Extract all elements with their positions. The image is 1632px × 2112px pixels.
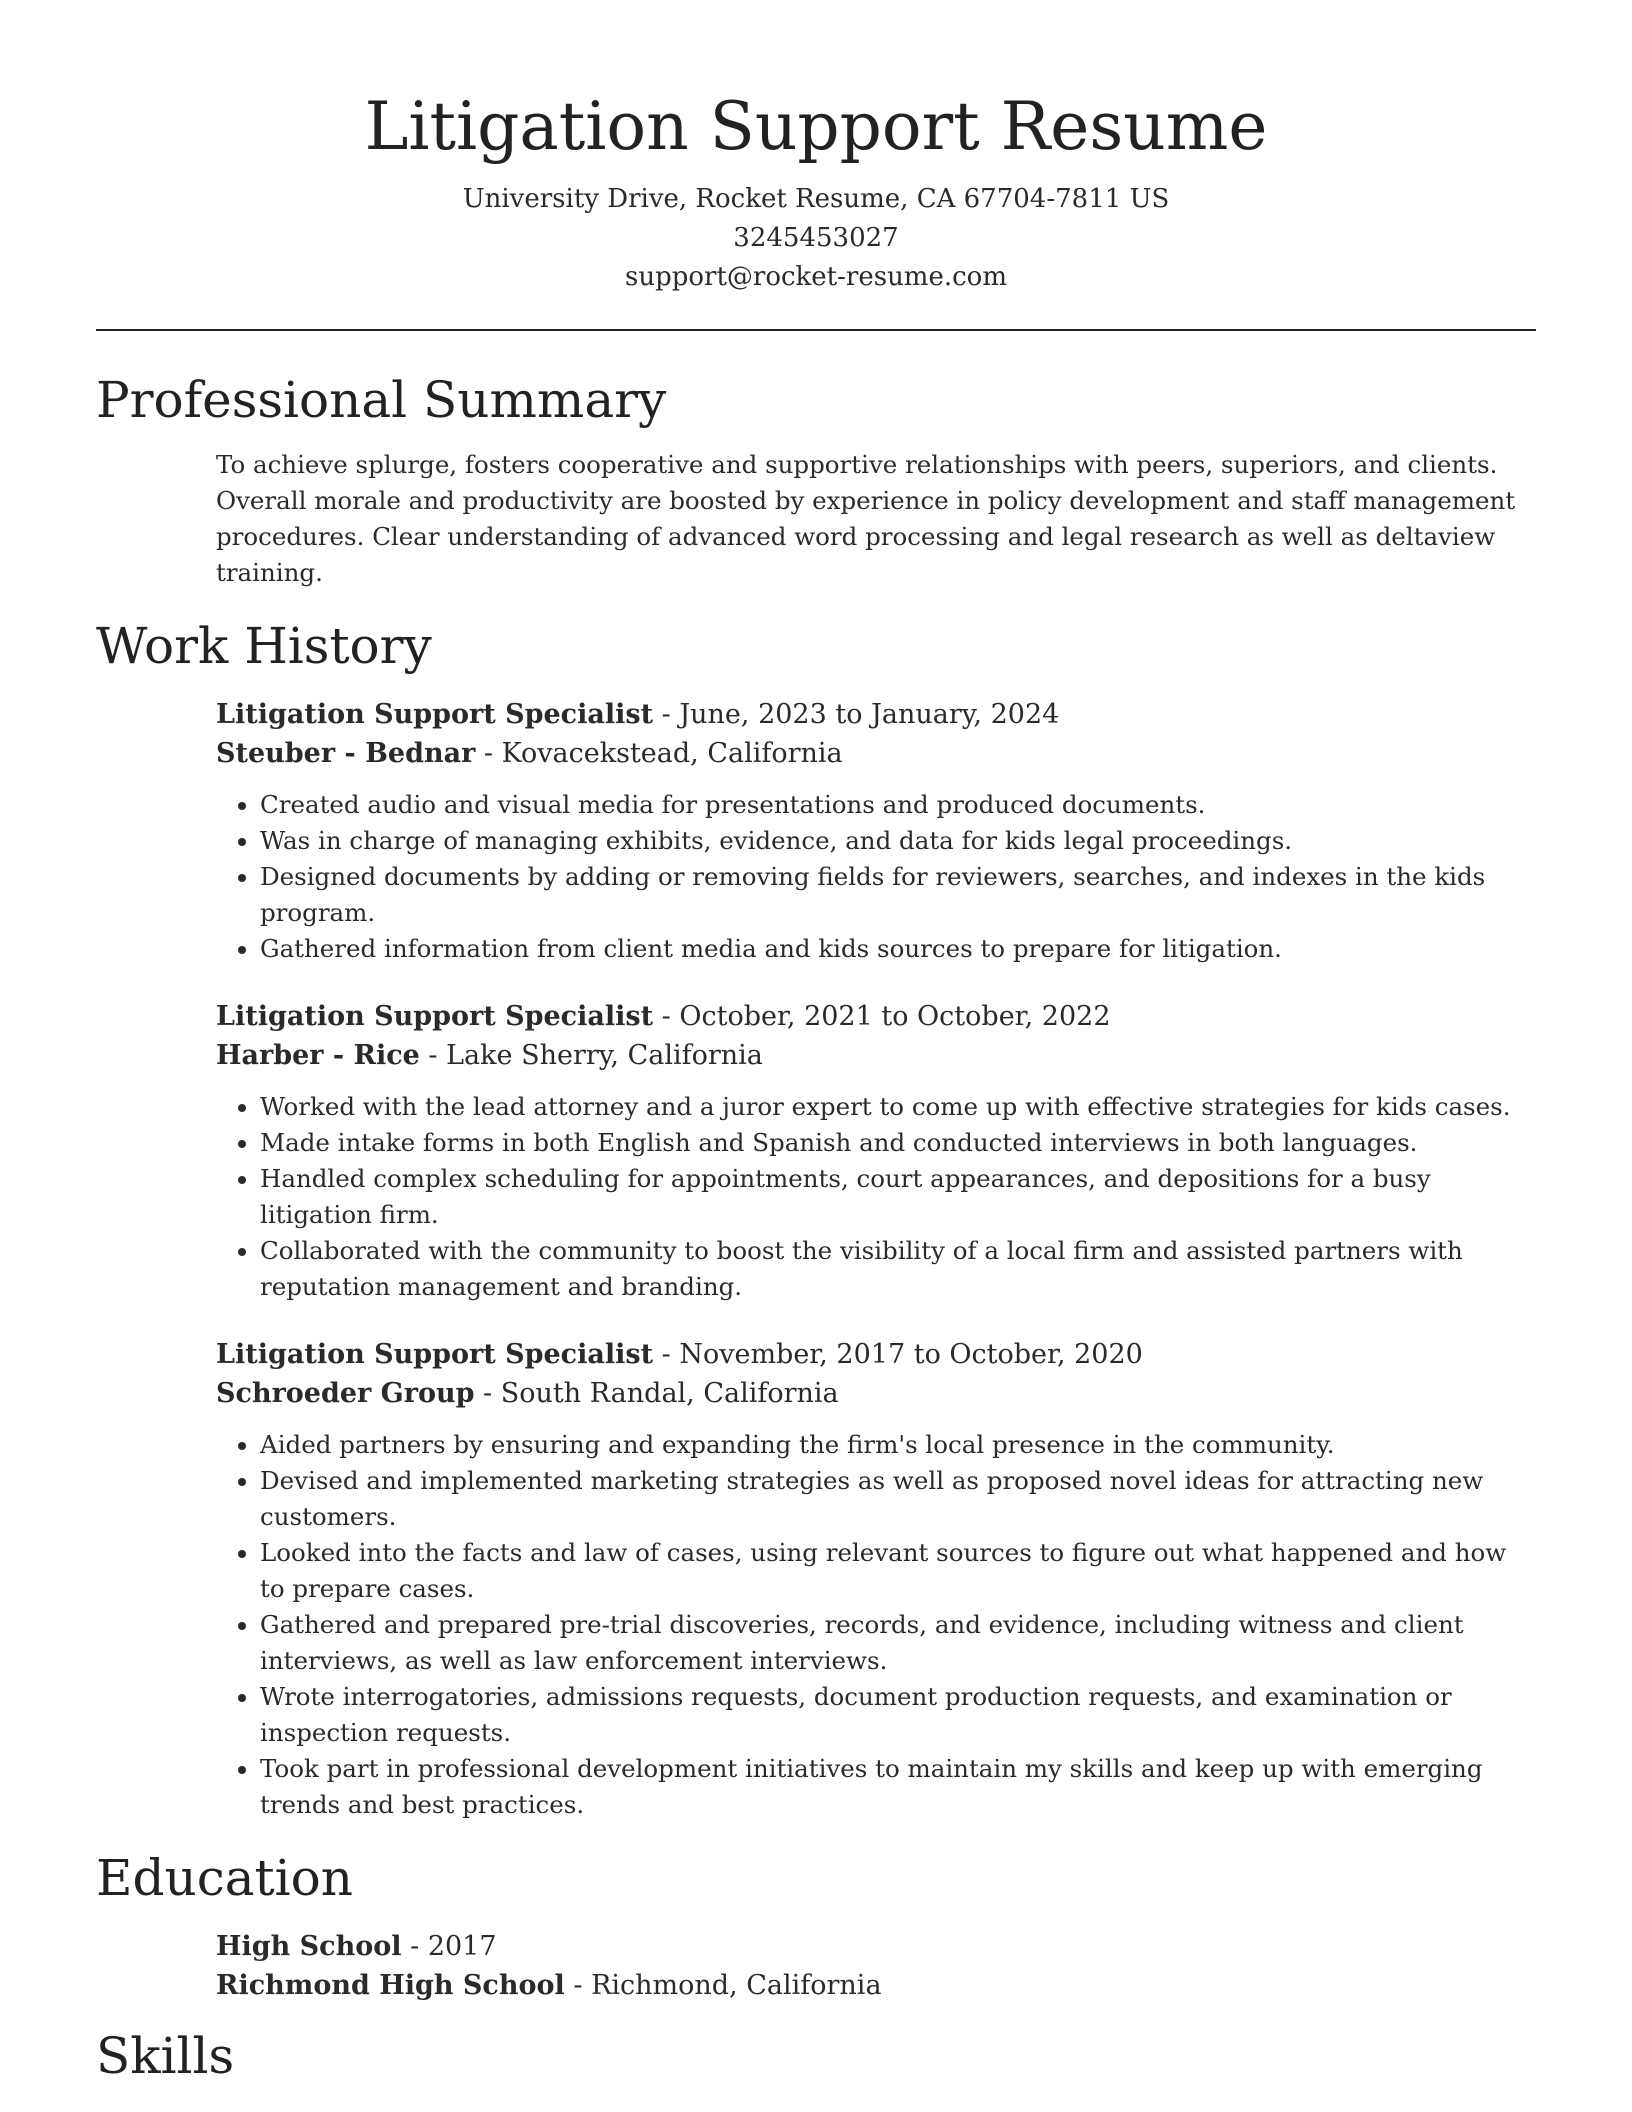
job-bullets	[216, 787, 1536, 967]
job-bullets	[216, 1089, 1536, 1305]
education-location: - Richmond, California	[564, 1970, 882, 2001]
education-degree: High School	[216, 1931, 402, 1962]
job-bullet: • Was in charge of managing exhibits, evidence, and data for kids legal proceedings.	[260, 823, 1536, 859]
resume-title: Litigation Support Resume	[364, 88, 1268, 165]
job-bullet: • Gathered and prepared pre-trial discoveries, records, and evidence, including witness and client interviews, as well as law enforcement interviews.	[260, 1607, 1536, 1679]
job-bullet: • Devised and implemented marketing strategies as well as proposed novel ideas for attracting new customers.	[260, 1463, 1536, 1535]
skills-section	[96, 2025, 1536, 2087]
job-location: - Lake Sherry, California	[419, 1040, 763, 1071]
contact-email: support@rocket-resume.com	[624, 262, 1007, 292]
education-year: - 2017	[401, 1931, 497, 1962]
education-entry	[216, 1927, 1536, 2005]
education-section	[96, 1847, 1536, 2005]
education-school-line	[216, 1966, 1536, 2005]
job-bullet: • Wrote interrogatories, admissions requests, document production requests, and examination or inspection requests.	[260, 1679, 1536, 1751]
job-title-line	[216, 695, 1536, 734]
job-location: - South Randal, California	[474, 1378, 839, 1409]
education-degree-line	[216, 1927, 1536, 1966]
job-company: Steuber - Bednar	[216, 738, 476, 769]
job-location: - Kovacekstead, California	[475, 738, 843, 769]
job-bullet: • Looked into the facts and law of cases, using relevant sources to figure out what happened and how to prepare cases.	[260, 1535, 1536, 1607]
summary-section	[96, 369, 1536, 591]
education-heading: Education	[96, 1849, 353, 1907]
job-entry	[216, 1335, 1536, 1823]
job-bullet: • Worked with the lead attorney and a juror expert to come up with effective strategies for kids cases.	[260, 1089, 1536, 1125]
job-bullet: • Collaborated with the community to boost the visibility of a local firm and assisted partners with reputation management and branding.	[260, 1233, 1536, 1305]
education-school: Richmond High School	[216, 1970, 565, 2001]
job-bullets	[216, 1427, 1536, 1823]
contact-phone: 3245453027	[733, 223, 899, 253]
header-divider	[96, 329, 1536, 331]
job-dates: - June, 2023 to January, 2024	[653, 699, 1060, 730]
summary-text: To achieve splurge, fosters cooperative and supportive relationships with peers, superiors, and clients. Overall morale and productivity are boosted by experience in policy development and staff management procedures. Clear understanding of advanced word processing and legal research as well as deltaview training.	[216, 450, 1516, 587]
resume-header	[96, 0, 1536, 297]
job-title: Litigation Support Specialist	[216, 699, 654, 730]
job-bullet: • Designed documents by adding or removing fields for reviewers, searches, and indexes in the kids program.	[260, 859, 1536, 931]
job-bullet: • Handled complex scheduling for appointments, court appearances, and depositions for a busy litigation firm.	[260, 1161, 1536, 1233]
job-title-line	[216, 1335, 1536, 1374]
job-company-line	[216, 1374, 1536, 1413]
job-bullet: • Created audio and visual media for presentations and produced documents.	[260, 787, 1536, 823]
job-company: Schroeder Group	[216, 1378, 475, 1409]
job-bullet: • Made intake forms in both English and Spanish and conducted interviews in both languages.	[260, 1125, 1536, 1161]
job-bullet: • Aided partners by ensuring and expanding the firm's local presence in the community.	[260, 1427, 1536, 1463]
contact-address: University Drive, Rocket Resume, CA 67704-7811 US	[462, 184, 1170, 214]
job-title: Litigation Support Specialist	[216, 1339, 654, 1370]
job-dates: - October, 2021 to October, 2022	[653, 1001, 1111, 1032]
work-history-heading: Work History	[96, 617, 432, 675]
job-bullet: • Took part in professional development initiatives to maintain my skills and keep up with emerging trends and best practices.	[260, 1751, 1536, 1823]
job-company-line	[216, 1036, 1536, 1075]
job-entry	[216, 695, 1536, 967]
work-history-section	[96, 615, 1536, 1823]
job-company: Harber - Rice	[216, 1040, 420, 1071]
skills-heading: Skills	[96, 2027, 235, 2085]
job-company-line	[216, 734, 1536, 773]
summary-heading: Professional Summary	[96, 371, 667, 429]
job-title-line	[216, 997, 1536, 1036]
job-bullet: • Gathered information from client media and kids sources to prepare for litigation.	[260, 931, 1536, 967]
resume-page	[96, 0, 1536, 2087]
job-title: Litigation Support Specialist	[216, 1001, 654, 1032]
job-dates: - November, 2017 to October, 2020	[653, 1339, 1143, 1370]
contact-info	[96, 180, 1536, 297]
job-entry	[216, 997, 1536, 1305]
